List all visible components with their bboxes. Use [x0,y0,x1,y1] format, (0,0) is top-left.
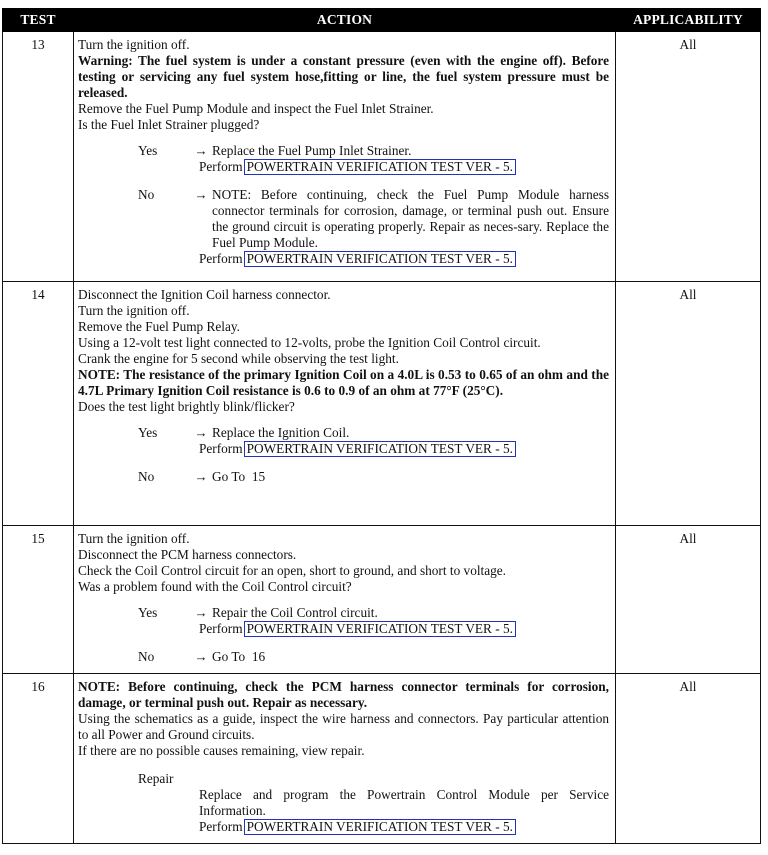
repair-label: Repair [138,771,174,786]
goto-target-link[interactable]: 15 [251,469,266,484]
goto-target-link[interactable]: 16 [251,649,266,664]
action-line: Turn the ignition off. [78,303,190,318]
question-line: Is the Fuel Inlet Strainer plugged? [78,117,260,132]
no-branch [78,187,609,251]
no-branch [78,469,609,485]
action-line: Disconnect the Ignition Coil harness connector. [78,287,331,302]
action-line: Using a 12-volt test light connected to 12-volts, probe the Ignition Coil Control circuit. [78,335,541,350]
perform-line [78,159,609,175]
perform-label: Perform [199,621,243,636]
perform-label: Perform [199,441,243,456]
arrow-icon: → [194,605,208,620]
repair-text: Replace and program the Powertrain Control Module per Service Information. [199,787,609,818]
header-test: TEST [3,9,74,32]
yes-label: Yes [138,425,158,440]
applicability-cell: All [616,32,761,282]
action-line: Disconnect the PCM harness connectors. [78,547,297,562]
arrow-icon: → [194,649,208,664]
yes-text: Replace the Fuel Pump Inlet Strainer. [212,143,412,158]
action-cell [74,282,616,526]
yes-text: Replace the Ignition Coil. [212,425,350,440]
powertrain-verification-link[interactable]: POWERTRAIN VERIFICATION TEST VER - 5. [244,819,516,835]
powertrain-verification-link[interactable]: POWERTRAIN VERIFICATION TEST VER - 5. [244,159,516,175]
yes-branch [78,143,609,159]
no-label: No [138,187,155,202]
action-line: Turn the ignition off. [78,37,190,52]
perform-label: Perform [199,819,243,834]
perform-line [78,819,609,835]
applicability-cell: All [616,526,761,674]
perform-line [78,441,609,457]
action-cell [74,32,616,282]
powertrain-verification-link[interactable]: POWERTRAIN VERIFICATION TEST VER - 5. [244,621,516,637]
goto-label: Go To [212,469,246,484]
no-branch [78,649,609,665]
action-line: Turn the ignition off. [78,531,190,546]
test-number: 14 [3,282,74,526]
header-action: ACTION [74,9,616,32]
arrow-icon: → [194,469,208,484]
applicability-cell: All [616,282,761,526]
note-text: NOTE: Before continuing, check the PCM harness connector terminals for corrosion, damage, or terminal push out. Repair as necessary. [78,679,609,710]
test-number: 15 [3,526,74,674]
no-text: NOTE: Before continuing, check the Fuel Pump Module harness connector terminals for corrosion, damage, or terminal push out. Ensure the ground circuit is operating properly. Repair as neces-sary. Replace the Fuel Pump Module. [212,187,609,250]
action-line: Remove the Fuel Pump Module and inspect the Fuel Inlet Strainer. [78,101,434,116]
perform-label: Perform [199,159,243,174]
question-line: Does the test light brightly blink/flicker? [78,399,295,414]
arrow-icon: → [194,143,208,158]
action-line: If there are no possible causes remaining, view repair. [78,743,365,758]
powertrain-verification-link[interactable]: POWERTRAIN VERIFICATION TEST VER - 5. [244,441,516,457]
yes-text: Repair the Coil Control circuit. [212,605,378,620]
action-line: Crank the engine for 5 second while observing the test light. [78,351,399,366]
table-row-test-13 [3,32,761,282]
table-row-test-14 [3,282,761,526]
yes-label: Yes [138,605,158,620]
perform-line [78,251,609,267]
action-cell [74,526,616,674]
no-label: No [138,469,155,484]
perform-label: Perform [199,251,243,266]
goto-label: Go To [212,649,246,664]
action-cell [74,674,616,844]
no-label: No [138,649,155,664]
arrow-icon: → [194,425,208,440]
table-row-test-15 [3,526,761,674]
question-line: Was a problem found with the Coil Control circuit? [78,579,352,594]
yes-branch [78,425,609,441]
yes-label: Yes [138,143,158,158]
yes-branch [78,605,609,621]
table-row-test-16 [3,674,761,844]
test-number: 16 [3,674,74,844]
action-line: Remove the Fuel Pump Relay. [78,319,241,334]
diagnostic-table [2,8,761,844]
action-line: Using the schematics as a guide, inspect the wire harness and connectors. Pay particular attention to all Power and Ground circuits. [78,711,609,742]
no-text [212,469,609,485]
perform-line [78,621,609,637]
arrow-icon: → [194,187,208,202]
no-text [212,649,609,665]
note-text: NOTE: The resistance of the primary Ignition Coil on a 4.0L is 0.53 to 0.65 of an ohm and the 4.7L Primary Ignition Coil resistance is 0.6 to 0.9 of an ohm at 77°F (25°C). [78,367,609,398]
header-applicability: APPLICABILITY [616,9,761,32]
applicability-cell: All [616,674,761,844]
test-number: 13 [3,32,74,282]
warning-text: Warning: The fuel system is under a constant pressure (even with the engine off). Before testing or servicing any fuel system hose,fitting or line, the fuel system pressure must be released. [78,53,609,100]
action-line: Check the Coil Control circuit for an open, short to ground, and short to voltage. [78,563,507,578]
powertrain-verification-link[interactable]: POWERTRAIN VERIFICATION TEST VER - 5. [244,251,516,267]
table-header-row [3,9,761,32]
